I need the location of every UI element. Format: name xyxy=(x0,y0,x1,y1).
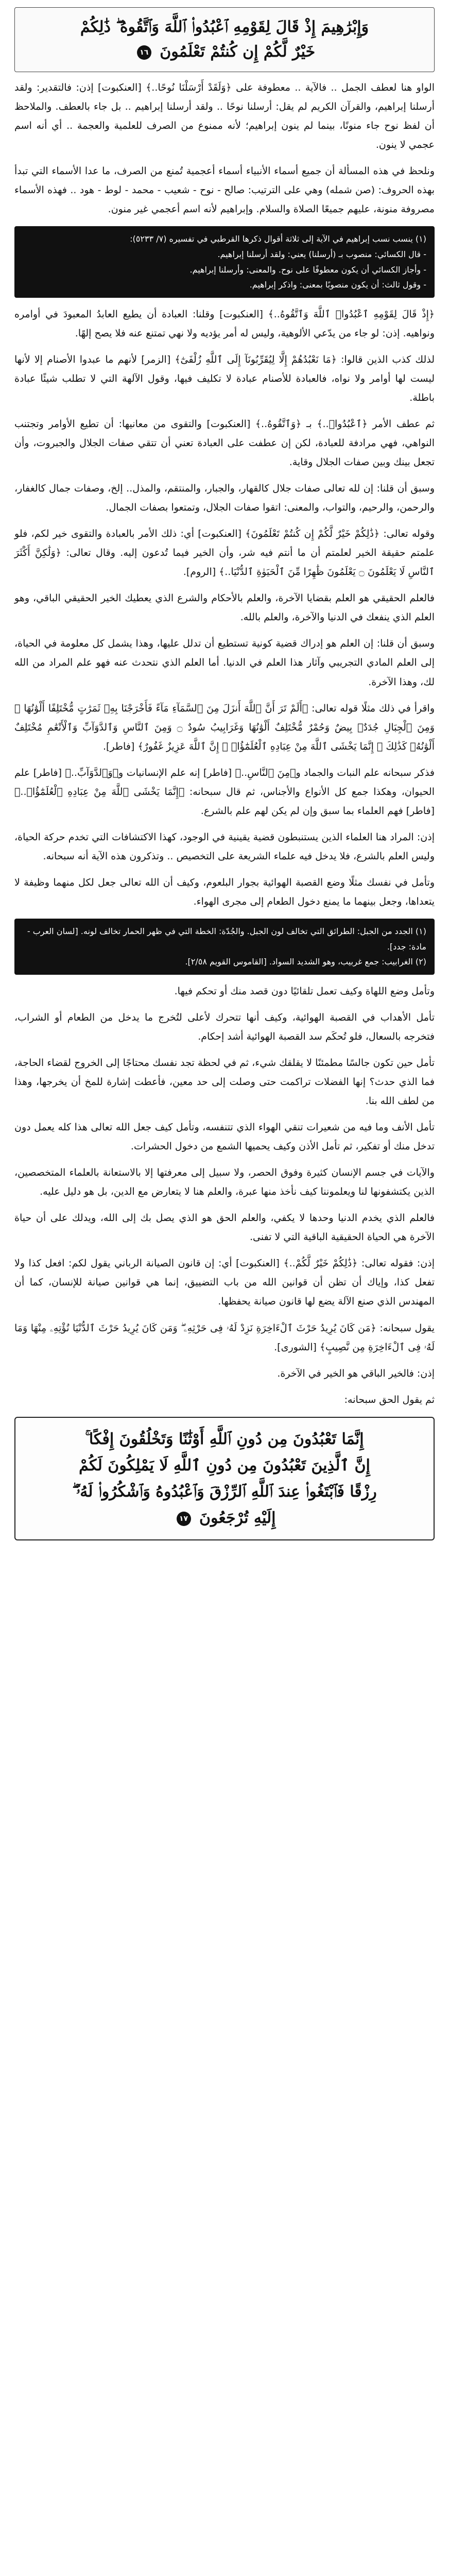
verse-banner-top xyxy=(14,7,435,72)
footnote-line: - قال الكسائي: منصوب بـ (أرسلنا) يعني: ولقد أرسلنا إبراهيم. xyxy=(217,249,426,259)
paragraph: ثم عطف الأمر ﴿ٱعْبُدُوا۟..﴾ بـ ﴿وَٱتَّقُوهُ..﴾ [العنكبوت] والتقوى من معانيها: أن تطيع الأوامر وتجتنب النواهي، فهي مرادفة للعبادة، لكن إن عطفت على العبادة تعني أن تتقي صفات الجلال والجبروت، وأن تجعل بينك وبين صفات الجلال وقاية. xyxy=(14,418,435,468)
paragraph: وسبق أن قلنا: إن لله تعالى صفات جلال كالقهار، والجبار، والمنتقم، والمذل.. إلخ، وصفات جمال كالغفار، والرحمن، والرحيم، والتواب، والمعنى: اتقوا صفات الجلال، وتمتعوا بصفات الجمال. xyxy=(14,483,435,514)
footnote-line: (٢) الغرابيب: جمع غربيب، وهو الشديد السواد. [القاموس القويم ٢/٥٨]. xyxy=(185,957,426,967)
verse-line xyxy=(24,40,425,64)
paragraph: إذن: فالخير الباقي هو الخير في الآخرة. xyxy=(277,1367,435,1379)
paragraph: ﴿إِذْ قَالَ لِقَوْمِهِ ٱعْبُدُوا۟ ٱللَّهَ وَٱتَّقُوهُ..﴾ [العنكبوت] وقلنا: العبادة أن يطيع العابدُ المعبودَ في أوامره ونواهيه. إذن: لو جاء من يدّعي الألوهية، وليس له أمر يؤديه ولا نهي تمتنع عنه فلا يصح إلهًا. xyxy=(14,308,435,339)
footnote-block xyxy=(14,919,435,975)
paragraph: فالعلم الحقيقي هو العلم بقضايا الآخرة، والعلم بالأحكام والشرع الذي يعطيك الخير الحقيقي الباقي، وهو العلم الذي ينفعك في الدنيا والآخرة، والعلم بالله. xyxy=(14,592,435,623)
paragraph: ثم يقول الحق سبحانه: xyxy=(344,1394,435,1405)
paragraph: فالعلم الذي يخدم الدنيا وحدها لا يكفي، والعلم الحق هو الذي يصل بك إلى الله، ويدلك على أن حياة الآخرة هي الحياة الحقيقية الباقية التي لا تفنى. xyxy=(14,1212,435,1243)
paragraph: تأمل الأنف وما فيه من شعيرات تنقي الهواء الذي تتنفسه، وتأمل كيف جعل الله تعالى هذا كله يعمل دون تدخل منك أو تفكير، ثم تأمل الأذن وكيف يحميها الشمع من دخول الحشرات. xyxy=(14,1122,435,1153)
footnote-line: (١) الجدد من الجبل: الطرائق التي تخالف لون الجبل. والجُدّة: الخطة التي في ظهر الحمار تخالف لونه. [لسان العرب - مادة: جدد]. xyxy=(27,926,426,952)
paragraph: يقول سبحانه: ﴿مَن كَانَ يُرِيدُ حَرْثَ ٱلْءَاخِرَةِ نَزِدْ لَهُۥ فِى حَرْثِهِۦ ۖ وَمَن كَانَ يُرِيدُ حَرْثَ ٱلدُّنْيَا نُؤْتِهِۦ مِنْهَا وَمَا لَهُۥ فِى ٱلْءَاخِرَةِ مِن نَّصِيبٍ﴾ [الشورى]. xyxy=(14,1322,435,1353)
verse-line xyxy=(25,1505,424,1531)
verse-line: وَإِبْرَٰهِيمَ إِذْ قَالَ لِقَوْمِهِ ٱعْبُدُوا۟ ٱللَّهَ وَٱتَّقُوهُ ۖ ذَٰلِكُمْ xyxy=(80,18,369,36)
verse-banner-bottom xyxy=(14,1417,435,1540)
paragraph: وتأمل وضع اللهاة وكيف تعمل تلقائيًا دون قصد منك أو تحكم فيها. xyxy=(174,985,435,997)
footnote-block xyxy=(14,226,435,297)
paragraph: إذن: المراد هنا العلماء الذين يستنبطون قضية يقينية في الوجود، كهذا الاكتشافات التي تخدم حركة الحياة، وليس العلم بالشرع، فلا يدخل فيه علماء الشريعة على التخصيص .. وتذكرون هذه الآية أنه سبحانه. xyxy=(14,831,435,862)
verse-line: إِنَّمَا تَعْبُدُونَ مِن دُونِ ٱللَّهِ أَوْثَٰنًا وَتَخْلُقُونَ إِفْكًا ۚ xyxy=(85,1430,364,1448)
paragraph: ونلحظ في هذه المسألة أن جميع أسماء الأنبياء أسماء أعجمية تُمنع من الصرف، ما عدا الأسماء التي تبدأ بهذه الحروف: (صن شمله) وهي على الترتيب: صالح - نوح - شعيب - محمد - لوط - هود .. فهذه الأسماء مصروفة منونة، عليهم جميعًا الصلاة والسلام. وإبراهيم لأنه اسم أعجمي غير منون. xyxy=(14,165,435,215)
footnote-line: (١) ينسب نسب إبراهيم في الآية إلى ثلاثة أقوال ذكرها القرطبي في تفسيره (٧/ ٥٢٣٣): xyxy=(130,234,426,244)
verse-line: إِنَّ ٱلَّذِينَ تَعْبُدُونَ مِن دُونِ ٱللَّهِ لَا يَمْلِكُونَ لَكُمْ xyxy=(79,1456,370,1475)
ayah-number-badge: ١٦ xyxy=(137,45,151,60)
verse-text: إِلَيْهِ تُرْجَعُونَ xyxy=(199,1509,276,1527)
paragraph: الواو هنا لعطف الجمل .. فالآية .. معطوفة على ﴿وَلَقَدْ أَرْسَلْنَا نُوحًا..﴾ [العنكبوت] إذن: فالتقدير: ولقد أرسلنا إبراهيم، والقرآن الكريم لم يقل: أرسلنا نوحًا .. ولقد أرسلنا إبراهيم .. بل جاء بالعطف. والملاحظ أن لفظ نوح جاء منونًا، بينما لم ينون إبراهيم؛ لأنه ممنوع من الصرف للعلمية والعجمة .. أي أنه اسم عجمي لا ينون. xyxy=(14,82,435,151)
ayah-number-badge: ١٧ xyxy=(177,1512,191,1526)
paragraph: وسبق أن قلنا: إن العلم هو إدراك قضية كونية تستطيع أن تدلل عليها، وهذا يشمل كل معلومة في الحياة، إلى العلم المادي التجريبي وآثار هذا العلم في الدنيا. أما العلم الذي نتحدث عنه فهو علم المراد من الله لك، وهذا الآخرة. xyxy=(14,638,435,688)
footnote-line: - وقول ثالث: أن يكون منصوبًا بمعنى: واذكر إبراهيم. xyxy=(249,280,426,290)
paragraph: تأمل الأهداب في القصبة الهوائية، وكيف أنها تتحرك لأعلى لتُخرج ما يدخل من الطعام أو الشراب، فتخرجه بالسعال، فلو تُحكَم سد القصبة الهوائية أشد إحكام. xyxy=(14,1011,435,1042)
paragraph: وقوله تعالى: ﴿ذَٰلِكُمْ خَيْرٌ لَّكُمْ إِن كُنتُمْ تَعْلَمُونَ﴾ [العنكبوت] أي: ذلك الأمر بالعبادة والتقوى خير لكم، فلو علمتم حقيقة الخير لعلمتم أن ما أنتم فيه شر، وأن الخير فيما تُدعون إليه. وقال تعالى: ﴿وَلَٰكِنَّ أَكْثَرَ ٱلنَّاسِ لَا يَعْلَمُونَ ۝ يَعْلَمُونَ ظَٰهِرًا مِّنَ ٱلْحَيَوٰةِ ٱلدُّنْيَا..﴾ [الروم]. xyxy=(14,528,435,578)
paragraph: تأمل حين تكون جالسًا مطمئنًا لا يقلقك شيء، ثم في لحظة تجد نفسك محتاجًا إلى الخروج لقضاء الحاجة، فما الذي حدث؟ إنها الفضلات تراكمت حتى وصلت إلى حد معين، فأعطت إشارة للمخ أن يخرجها، وهذا من لطف الله بنا. xyxy=(14,1057,435,1107)
paragraph: لذلك كذب الذين قالوا: ﴿مَا نَعْبُدُهُمْ إِلَّا لِيُقَرِّبُونَآ إِلَى ٱللَّهِ زُلْفَىٰٓ﴾ [الزمر] لأنهم ما عبدوا الأصنام إلا لأنها ليست لها أوامر ولا نواه، فالعبادة للأصنام عبادة لا تكليف فيها، وقول الآلهة التي لا تطلب شيئًا عبادة باطلة. xyxy=(14,353,435,403)
footnote-line: - وأجاز الكسائي أن يكون معطوفًا على نوح. والمعنى: وأرسلنا إبراهيم. xyxy=(189,264,426,275)
verse-line: رِزْقًا فَٱبْتَغُوا۟ عِندَ ٱللَّهِ ٱلرِّزْقَ وَٱعْبُدُوهُ وَٱشْكُرُوا۟ لَهُۥٓ ۖ xyxy=(72,1482,377,1501)
verse-text: خَيْرٌ لَّكُمْ إِن كُنتُمْ تَعْلَمُونَ xyxy=(160,43,316,61)
paragraph: وتأمل في نفسك مثلًا وضع القصبة الهوائية بجوار البلعوم، وكيف أن الله تعالى جعل لكل منهما وظيفة لا يتعداها، وجعل بينهما ما يمنع دخول الطعام إلى مجرى الهواء. xyxy=(14,876,435,907)
paragraph: والآيات في جسم الإنسان كثيرة وفوق الحصر، ولا سبيل إلى معرفتها إلا بالاستعانة بالعلماء المتخصصين، الذين يكتشفونها لنا ويعلموننا كيف نأخذ منها عبرة، والعلم هنا لا يتعارض مع الدين، بل هو دليل عليه. xyxy=(14,1167,435,1198)
paragraph: واقرأ في ذلك مثلًا قوله تعالى: ﴿أَلَمْ تَرَ أَنَّ ٱللَّهَ أَنزَلَ مِنَ ٱلسَّمَآءِ مَآءً فَأَخْرَجْنَا بِهِۦ ثَمَرَٰتٍ مُّخْتَلِفًا أَلْوَٰنُهَا ۚ وَمِنَ ٱلْجِبَالِ جُدَدٌۢ بِيضٌ وَحُمْرٌ مُّخْتَلِفٌ أَلْوَٰنُهَا وَغَرَابِيبُ سُودٌ ۝ وَمِنَ ٱلنَّاسِ وَٱلدَّوَآبِّ وَٱلْأَنْعَٰمِ مُخْتَلِفٌ أَلْوَٰنُهُۥ كَذَٰلِكَ ۗ إِنَّمَا يَخْشَى ٱللَّهَ مِنْ عِبَادِهِ ٱلْعُلَمَٰٓؤُا۟ ۗ إِنَّ ٱللَّهَ عَزِيزٌ غَفُورٌ﴾ [فاطر]. xyxy=(14,702,435,752)
paragraph: فذكر سبحانه علم النبات والجماد و﴿مِنَ ٱلنَّاسِ..﴾ [فاطر] إنه علم الإنسانيات و﴿وَٱلدَّوَآبِّ..﴾ [فاطر] علم الحيوان، وهكذا جمع كل الأنواع والأجناس، ثم قال سبحانه: ﴿إِنَّمَا يَخْشَى ٱللَّهَ مِنْ عِبَادِهِ ٱلْعُلَمَٰٓؤُا۟..﴾ [فاطر] فهم العلماء بما سبق وإن لم يكن لهم علم بالشرع. xyxy=(14,767,435,817)
paragraph: إذن: فقوله تعالى: ﴿ذَٰلِكُمْ خَيْرٌ لَّكُمْ..﴾ [العنكبوت] أي: إن قانون الصيانة الرباني يقول لكم: افعل كذا ولا تفعل كذا، وإياك أن تظن أن قوانين الله من باب التضييق، إنما هي قوانين صيانة للإنسان، كما أن المهندس الذي صنع الآلة يضع لها قانون صيانة يحفظها. xyxy=(14,1258,435,1308)
